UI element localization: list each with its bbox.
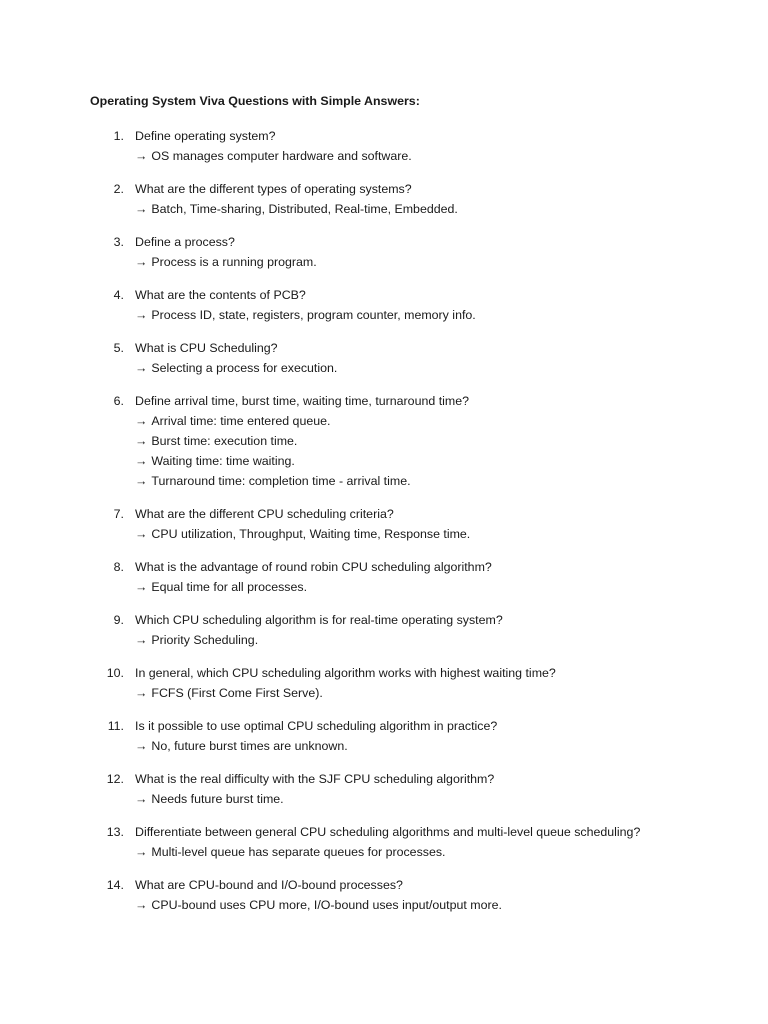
answer-line <box>135 411 768 431</box>
item-number: 6. <box>113 394 124 408</box>
list-item <box>0 179 768 219</box>
item-body <box>135 285 768 325</box>
item-body <box>135 179 768 219</box>
question-text: What are the contents of PCB? <box>135 288 306 302</box>
item-number: 2. <box>113 182 124 196</box>
answer-line <box>135 451 768 471</box>
answer-text: CPU utilization, Throughput, Waiting time, Response time. <box>151 527 471 541</box>
list-item <box>0 232 768 272</box>
answer-text: Process ID, state, registers, program counter, memory info. <box>151 308 476 322</box>
answer-line <box>135 683 768 703</box>
item-number: 1. <box>113 129 124 143</box>
item-number: 11. <box>107 719 124 733</box>
arrow-right-icon: → <box>135 149 148 163</box>
answer-text: Needs future burst time. <box>151 792 284 806</box>
question-text: Differentiate between general CPU scheduling algorithms and multi-level queue scheduling? <box>135 825 641 839</box>
answer-line <box>135 577 768 597</box>
list-item <box>0 557 768 597</box>
answer-text: Multi-level queue has separate queues for processes. <box>151 845 446 859</box>
question-list <box>0 126 768 928</box>
list-item <box>0 716 768 756</box>
arrow-right-icon: → <box>135 308 148 322</box>
list-item <box>0 663 768 703</box>
arrow-right-icon: → <box>135 898 148 912</box>
question-text: What is the real difficulty with the SJF CPU scheduling algorithm? <box>135 772 495 786</box>
answer-text: Waiting time: time waiting. <box>151 454 295 468</box>
item-body <box>135 504 768 544</box>
item-body <box>135 391 768 491</box>
item-number: 9. <box>113 613 124 627</box>
answer-text: Arrival time: time entered queue. <box>151 414 331 428</box>
answer-line <box>135 736 768 756</box>
answer-text: Selecting a process for execution. <box>151 361 338 375</box>
item-body <box>135 557 768 597</box>
list-item <box>0 504 768 544</box>
item-number: 8. <box>113 560 124 574</box>
arrow-right-icon: → <box>135 202 148 216</box>
item-body <box>135 769 768 809</box>
answer-text: Priority Scheduling. <box>151 633 259 647</box>
answer-line <box>135 146 768 166</box>
answer-text: Batch, Time-sharing, Distributed, Real-time, Embedded. <box>151 202 458 216</box>
list-item <box>0 610 768 650</box>
item-body <box>135 126 768 166</box>
arrow-right-icon: → <box>135 434 148 448</box>
question-text: What are the different types of operating systems? <box>135 182 412 196</box>
item-body <box>135 875 768 915</box>
question-text: Is it possible to use optimal CPU scheduling algorithm in practice? <box>135 719 498 733</box>
arrow-right-icon: → <box>135 414 148 428</box>
item-body <box>135 716 768 756</box>
item-number: 14. <box>106 878 124 892</box>
list-item <box>0 391 768 491</box>
item-number: 10. <box>106 666 124 680</box>
arrow-right-icon: → <box>135 454 148 468</box>
answer-text: Equal time for all processes. <box>151 580 308 594</box>
answer-text: OS manages computer hardware and software. <box>151 149 412 163</box>
answer-line <box>135 630 768 650</box>
item-number: 13. <box>106 825 124 839</box>
item-number: 5. <box>113 341 124 355</box>
item-body <box>135 610 768 650</box>
answer-line <box>135 358 768 378</box>
question-text: Define arrival time, burst time, waiting time, turnaround time? <box>135 394 469 408</box>
item-number: 12. <box>106 772 124 786</box>
question-text: Which CPU scheduling algorithm is for real-time operating system? <box>135 613 503 627</box>
list-item <box>0 822 768 862</box>
answer-text: FCFS (First Come First Serve). <box>151 686 323 700</box>
question-text: Define a process? <box>135 235 235 249</box>
arrow-right-icon: → <box>135 686 148 700</box>
question-text: In general, which CPU scheduling algorithm works with highest waiting time? <box>135 666 556 680</box>
item-body <box>135 232 768 272</box>
item-body <box>135 663 768 703</box>
list-item <box>0 338 768 378</box>
list-item <box>0 875 768 915</box>
answer-line <box>135 895 768 915</box>
arrow-right-icon: → <box>135 580 148 594</box>
answer-line <box>135 305 768 325</box>
item-number: 7. <box>113 507 124 521</box>
item-body <box>135 338 768 378</box>
item-number: 4. <box>113 288 124 302</box>
item-body <box>135 822 768 862</box>
answer-text: CPU-bound uses CPU more, I/O-bound uses input/output more. <box>151 898 502 912</box>
question-text: What is CPU Scheduling? <box>135 341 278 355</box>
answer-line <box>135 789 768 809</box>
list-item <box>0 285 768 325</box>
question-text: Define operating system? <box>135 129 276 143</box>
answer-text: No, future burst times are unknown. <box>151 739 348 753</box>
list-item <box>0 126 768 166</box>
item-number: 3. <box>113 235 124 249</box>
arrow-right-icon: → <box>135 633 148 647</box>
arrow-right-icon: → <box>135 474 148 488</box>
document-title: Operating System Viva Questions with Simple Answers: <box>90 94 420 108</box>
question-text: What are the different CPU scheduling criteria? <box>135 507 394 521</box>
answer-text: Turnaround time: completion time - arrival time. <box>151 474 411 488</box>
list-item <box>0 769 768 809</box>
arrow-right-icon: → <box>135 845 148 859</box>
question-text: What are CPU-bound and I/O-bound processes? <box>135 878 403 892</box>
arrow-right-icon: → <box>135 527 148 541</box>
arrow-right-icon: → <box>135 792 148 806</box>
question-text: What is the advantage of round robin CPU scheduling algorithm? <box>135 560 492 574</box>
arrow-right-icon: → <box>135 739 148 753</box>
answer-text: Burst time: execution time. <box>151 434 298 448</box>
answer-line <box>135 524 768 544</box>
answer-line <box>135 252 768 272</box>
answer-line <box>135 431 768 451</box>
answer-line <box>135 199 768 219</box>
answer-line <box>135 842 768 862</box>
arrow-right-icon: → <box>135 361 148 375</box>
arrow-right-icon: → <box>135 255 148 269</box>
answer-text: Process is a running program. <box>151 255 317 269</box>
answer-line <box>135 471 768 491</box>
